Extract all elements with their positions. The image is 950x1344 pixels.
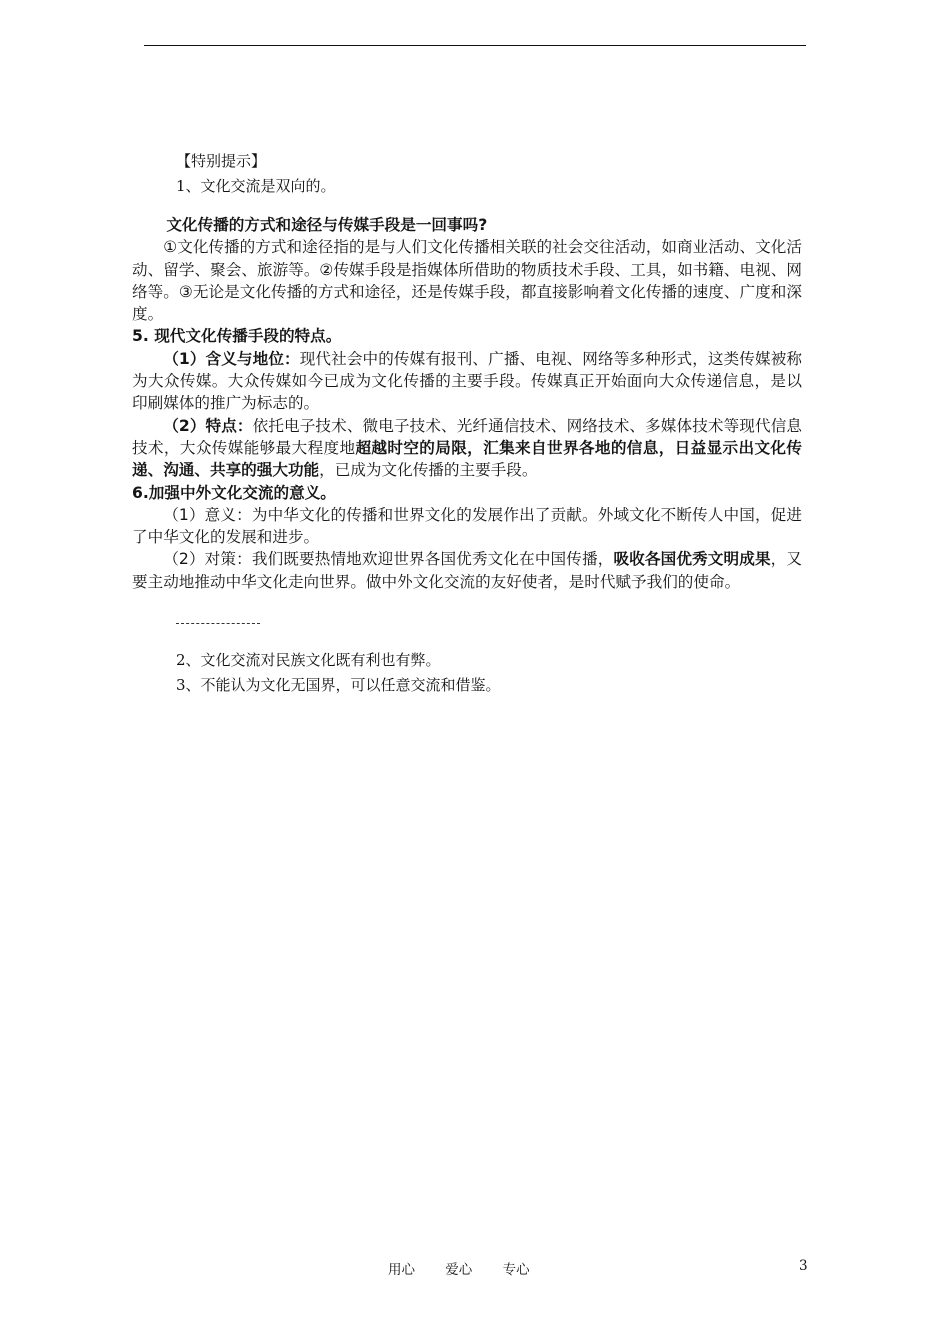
footer-motto-3: 专心 — [502, 1262, 530, 1278]
page-number: 3 — [799, 1258, 808, 1274]
section-5-features — [132, 415, 802, 482]
features-text-b: ，已成为文化传播的主要手段。 — [319, 461, 538, 480]
tip-item-1: 1、文化交流是双向的。 — [176, 177, 336, 195]
section-6-countermeasure — [132, 548, 802, 593]
meaning-label: （1）含义与地位： — [163, 349, 300, 368]
section-6-title: 6.加强中外文化交流的意义。 — [132, 483, 336, 502]
footer-motto-2: 爱心 — [445, 1262, 473, 1278]
countermeasure-text-b: ，又要主动地推动中华文化走向世界。做中外文化交流的友好使者，是时代赋予我们的使命。 — [132, 550, 802, 591]
question-title: 文化传播的方式和途径与传媒手段是一回事吗? — [166, 216, 488, 234]
countermeasure-bold: 吸收各国优秀文明成果 — [613, 550, 771, 569]
features-label: （2）特点： — [163, 416, 253, 435]
footer-motto — [388, 1258, 556, 1278]
scan-cut-edge — [176, 623, 260, 624]
tip-item-3: 3、不能认为文化无国界，可以任意交流和借鉴。 — [176, 676, 501, 694]
footer-motto-1: 用心 — [388, 1262, 415, 1278]
section-5-title: 5. 现代文化传播手段的特点。 — [132, 327, 342, 346]
features-bold: 超越时空的局限，汇集来自世界各地的信息，日益显示出文化传递、沟通、共享的强大功能 — [132, 438, 802, 480]
section-5-meaning — [132, 348, 802, 415]
section-6-significance: （1）意义：为中华文化的传播和世界文化的发展作出了贡献。外域文化不断传人中国，促进了中华文化的发展和进步。 — [132, 505, 802, 547]
countermeasure-text-a: （2）对策：我们既要热情地欢迎世界各国优秀文化在中国传播， — [163, 550, 614, 569]
scanned-excerpt — [132, 214, 802, 593]
header-rule — [144, 45, 806, 46]
meaning-text: 现代社会中的传媒有报刊、广播、电视、网络等多种形式，这类传媒被称为大众传媒。大众传媒如今已成为文化传播的主要手段。传媒真正开始面向大众传递信息，是以印刷媒体的推广为标志的。 — [132, 349, 802, 413]
special-tip-heading: 【特别提示】 — [176, 152, 267, 170]
features-text-a: 依托电子技术、微电子技术、光纤通信技术、网络技术、多媒体技术等现代信息技术，大众传媒能够最大程度地 — [132, 416, 802, 457]
tip-item-2: 2、文化交流对民族文化既有利也有弊。 — [176, 651, 441, 669]
question-answer: ①文化传播的方式和途径指的是与人们文化传播相关联的社会交往活动，如商业活动、文化活动、留学、聚会、旅游等。②传媒手段是指媒体所借助的物质技术手段、工具，如书籍、电视、网络等。③无论是文化传播的方式和途径，还是传媒手段，都直接影响着文化传播的速度、广度和深度。 — [132, 238, 802, 324]
